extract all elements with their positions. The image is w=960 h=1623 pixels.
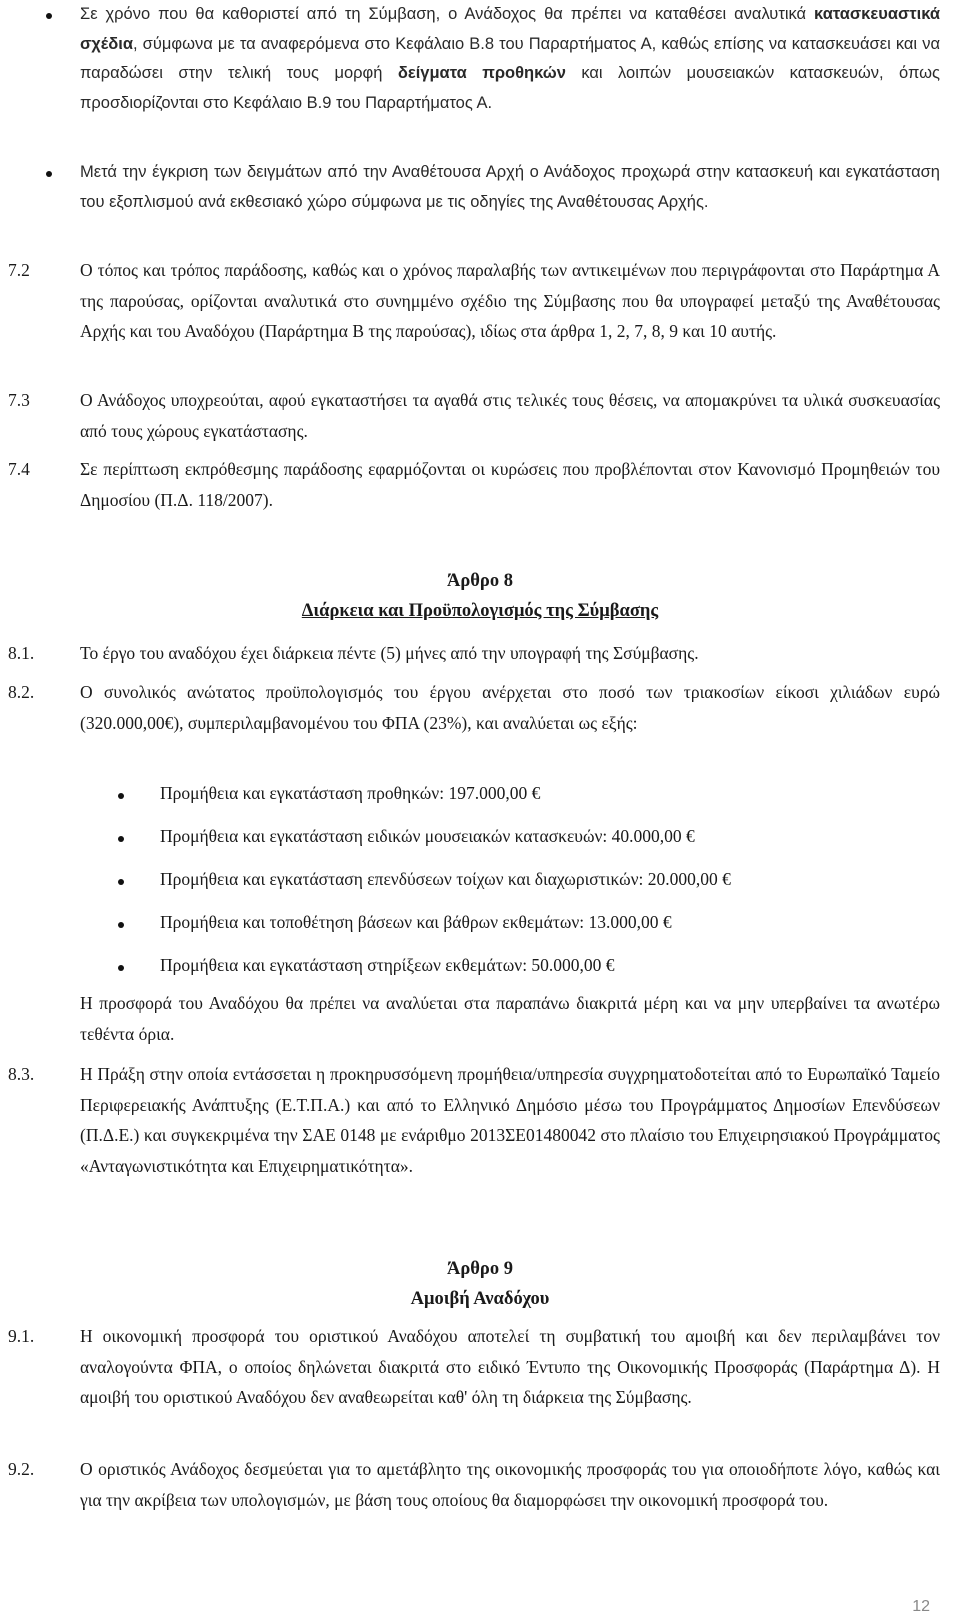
clause-number: 8.1. [8, 643, 35, 663]
article-8-subtitle-wrap [0, 596, 960, 627]
clause-number: 9.1. [8, 1326, 35, 1346]
bullet-bold-text: δείγματα προθηκών [397, 64, 566, 82]
list-marker [118, 793, 124, 799]
article-8-title: Άρθρο 8 [447, 571, 513, 591]
clause-text: Ο Ανάδοχος υποχρεούται, αφού εγκαταστήσει τα αγαθά στις τελικές τους θέσεις, να απομακρύνει τα υλικά συσκευασίας από τους χώρους εγκατάστασης. [80, 390, 940, 441]
budget-item: Προμήθεια και εγκατάσταση επενδύσεων τοίχων και διαχωριστικών: 20.000,00 € [160, 869, 731, 889]
budget-item: Προμήθεια και εγκατάσταση στηρίξεων εκθεμάτων: 50.000,00 € [160, 955, 615, 975]
article-8-subtitle: Διάρκεια και Προϋπολογισμός της Σύμβασης [301, 601, 659, 621]
clause-text: Σε περίπτωση εκπρόθεσμης παράδοσης εφαρμόζονται οι κυρώσεις που προβλέπονται στον Κανονισμό Προμηθειών του Δημοσίου (Π.Δ. 118/2007). [80, 459, 940, 510]
list-marker [118, 836, 124, 842]
list-marker [118, 879, 124, 885]
clause-number: 8.3. [8, 1064, 35, 1084]
bullet-text: και λοιπών μουσειακών κατασκευών, όπως προσδιορίζονται στο Κεφάλαιο Β.9 του Παραρτήματος Α. [80, 64, 940, 112]
article-9-subtitle: Αμοιβή Αναδόχου [410, 1289, 550, 1309]
bullet-text: Μετά την έγκριση των δειγμάτων από την Αναθέτουσα Αρχή ο Ανάδοχος προχωρά στην κατασκευή και εγκατάσταση του εξοπλισμού ανά εκθεσιακό χώρο σύμφωνα με τις οδηγίες της Αναθέτουσας Αρχής. [80, 163, 940, 211]
bullet-marker [46, 171, 52, 177]
clause-number: 7.2 [8, 260, 30, 280]
bullet-text: Σε χρόνο που θα καθοριστεί από τη Σύμβαση, ο Ανάδοχος θα πρέπει να καταθέσει αναλυτικά [80, 5, 815, 23]
clause-text: Η Πράξη στην οποία εντάσσεται η προκηρυσσόμενη προμήθεια/υπηρεσία συγχρηματοδοτείται από το Ευρωπαϊκό Ταμείο Περιφερειακής Ανάπτυξης (Ε.Τ.Π.Α.) και από το Ελληνικό Δημόσιο μέσω του Προγράμματος Δημοσίων Επενδύσεων (Π.Δ.Ε.) και συγκεκριμένα την ΣΑΕ 0148 με ενάριθμο 2013ΣΕ01480042 στο πλαίσιο του Επιχειρησιακού Προγράμματος «Ανταγωνιστικότητα και Επιχειρηματικότητα». [80, 1064, 940, 1176]
clause-number: 7.4 [8, 459, 30, 479]
bullet-paragraph-approval [80, 158, 940, 217]
budget-note: Η προσφορά του Αναδόχου θα πρέπει να αναλύεται στα παραπάνω διακριτά μέρη και να μην υπερβαίνει τα ανωτέρω τεθέντα όρια. [80, 993, 940, 1044]
clause-text: Το έργο του αναδόχου έχει διάρκεια πέντε (5) μήνες από την υπογραφή της Σσύμβασης. [80, 643, 699, 663]
budget-item: Προμήθεια και τοποθέτηση βάσεων και βάθρων εκθεμάτων: 13.000,00 € [160, 912, 672, 932]
clause-text: Ο οριστικός Ανάδοχος δεσμεύεται για το αμετάβλητο της οικονομικής προσφοράς του για οποιοδήποτε λόγο, καθώς και για την ακρίβεια των υπολογισμών, με βάση τους οποίους θα διαμορφώσει την οικονομική προσφορά του. [80, 1459, 940, 1510]
list-marker [118, 922, 124, 928]
clause-text: Η οικονομική προσφορά του οριστικού Αναδόχου αποτελεί τη συμβατική του αμοιβή και δεν περιλαμβάνει τον αναλογούντα ΦΠΑ, ο οποίος δηλώνεται διακριτά στο ειδικό Έντυπο της Οικονομικής Προσφοράς (Παράρτημα Δ). Η αμοιβή του οριστικού Αναδόχου δεν αναθεωρείται καθ' όλη τη διάρκεια της Σύμβασης. [80, 1326, 940, 1407]
page-number: 12 [912, 1598, 930, 1615]
article-9-title: Άρθρο 9 [447, 1259, 513, 1279]
clause-number: 9.2. [8, 1459, 35, 1479]
budget-item: Προμήθεια και εγκατάσταση προθηκών: 197.000,00 € [160, 783, 541, 803]
bullet-text: , σύμφωνα με τα αναφερόμενα στο Κεφάλαιο Β.8 του Παραρτήματος Α, καθώς επίσης να κατασκευάσει και να παραδώσει στην τελική τους μορφή [80, 34, 940, 82]
clause-text: Ο συνολικός ανώτατος προϋπολογισμός του έργου ανέρχεται στο ποσό των τριακοσίων είκοσι χιλιάδων ευρώ (320.000,00€), συμπεριλαμβανομένου του ΦΠΑ (23%), και αναλύεται ως εξής: [80, 682, 940, 733]
bullet-bold-text: κατασκευαστικά σχέδια [80, 5, 940, 53]
clause-number: 8.2. [8, 682, 35, 702]
bullet-marker [46, 13, 52, 19]
budget-item: Προμήθεια και εγκατάσταση ειδικών μουσειακών κατασκευών: 40.000,00 € [160, 826, 695, 846]
clause-text: Ο τόπος και τρόπος παράδοσης, καθώς και ο χρόνος παραλαβής των αντικειμένων που περιγράφονται στο Παράρτημα Α της παρούσας, ορίζονται αναλυτικά στο συνημμένο σχέδιο της Σύμβασης που θα υπογραφεί μεταξύ της Αναθέτουσας Αρχής και του Αναδόχου (Παράρτημα Β της παρούσας), ιδίως στα άρθρα 1, 2, 7, 8, 9 και 10 αυτής. [80, 260, 940, 341]
bullet-paragraph-drawings [80, 0, 940, 118]
list-marker [118, 965, 124, 971]
clause-number: 7.3 [8, 390, 30, 410]
